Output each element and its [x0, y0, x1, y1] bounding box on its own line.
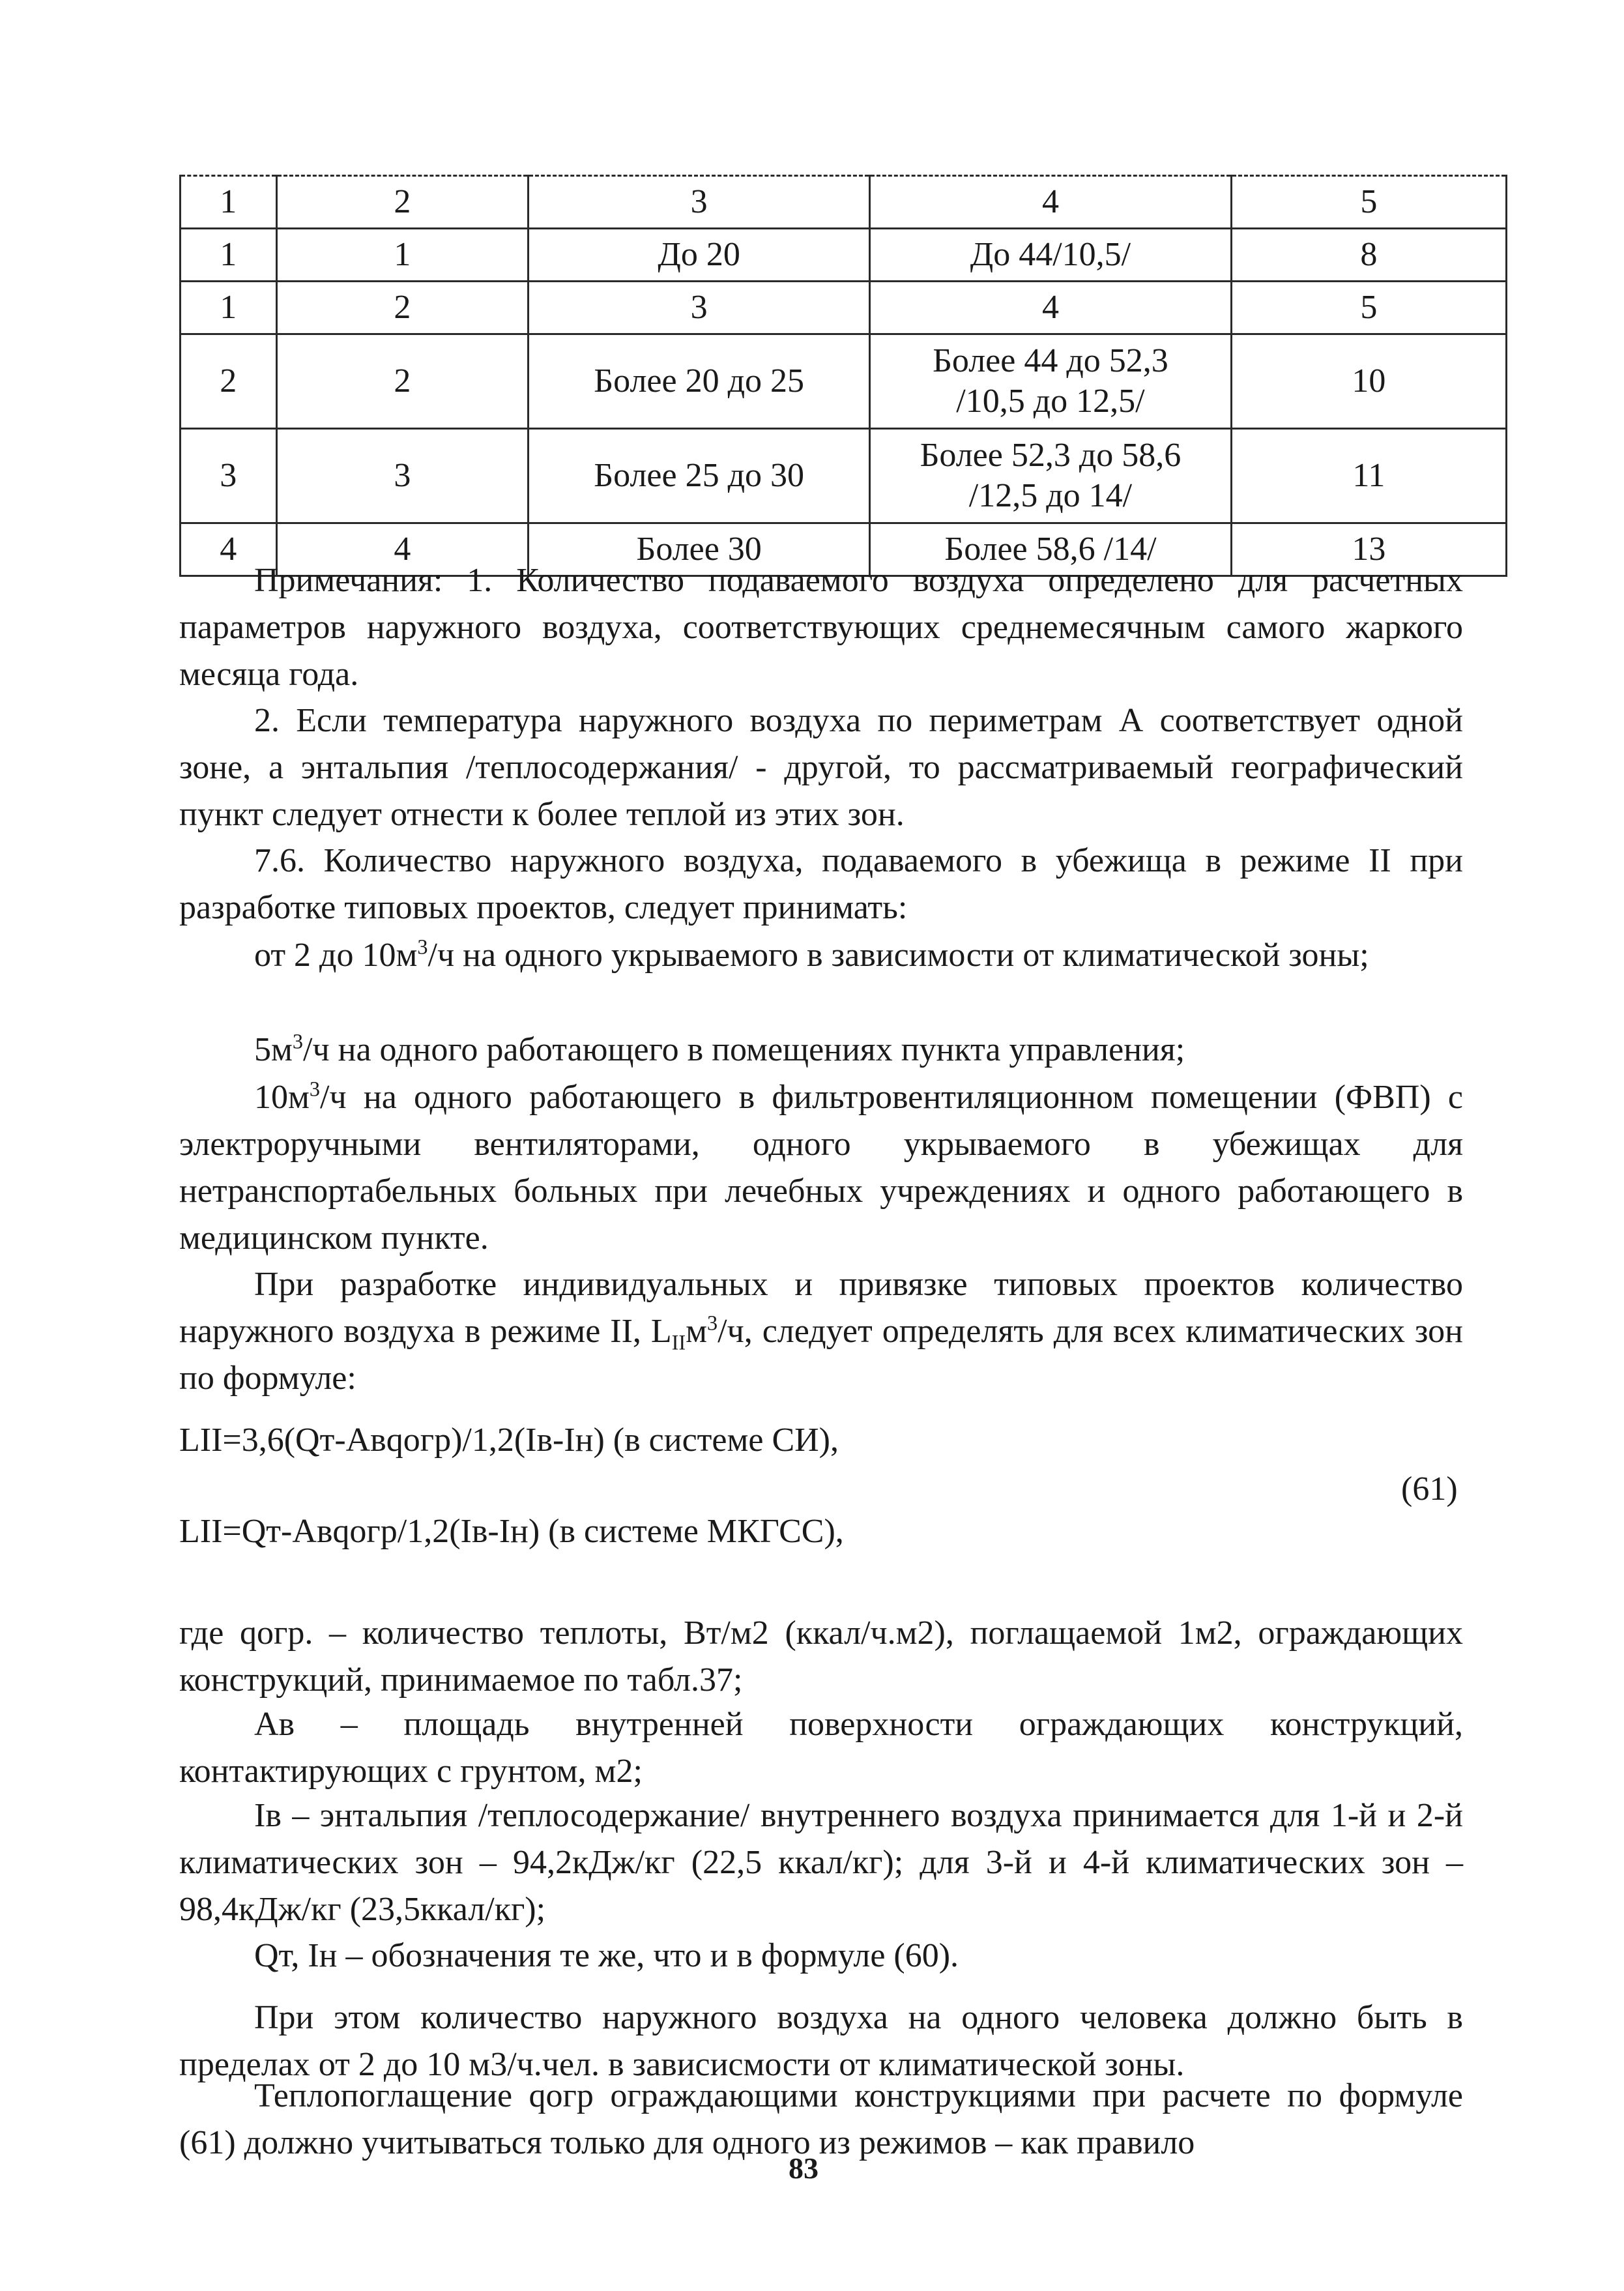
table-cell: Более 58,6 /14/	[870, 523, 1232, 576]
rate-filter-room-paragraph	[179, 1074, 1463, 1262]
rate-sheltered-paragraph	[179, 932, 1463, 979]
superscript: 3	[417, 935, 428, 959]
page-number: 83	[789, 2152, 819, 2185]
table-cell: 5	[1231, 176, 1506, 229]
cell-line: Более 52,3 до 58,6	[920, 437, 1182, 474]
cell-line: /10,5 до 12,5/	[956, 383, 1145, 420]
table-cell: 3	[529, 176, 870, 229]
section-7-6-intro: 7.6. Количество наружного воздуха, подаваемого в убежища в режиме II при разработке типовых проектов, следует принимать:	[179, 842, 1463, 926]
table-cell: 3	[529, 282, 870, 334]
table-cell: 1	[276, 229, 529, 282]
superscript: 3	[707, 1311, 718, 1335]
table-row	[181, 282, 1507, 334]
formula-si: LII=3,6(Qт-Авqогр)/1,2(Iв-Iн) (в системе СИ),	[179, 1422, 839, 1459]
table-row	[181, 334, 1507, 429]
cell-line: /12,5 до 14/	[968, 477, 1133, 514]
text-run: При разработке индивидуальных и привязке типовых проектов количество наружного воздуха в режиме II, L	[179, 1266, 1463, 1350]
text-run: м	[686, 1313, 708, 1350]
table-cell: 4	[870, 176, 1232, 229]
table-cell: 1	[181, 229, 277, 282]
text-run: 5м	[254, 1031, 293, 1068]
text-run: /ч на одного работающего в фильтровентиляционном помещении (ФВП) с электроручными вентиляторами, одного укрываемого в убежищах для нетранспортабельных больных при лечебных учреждениях и одного работающего в медицинском пункте.	[179, 1079, 1463, 1257]
table-cell: Более 25 до 30	[529, 429, 870, 523]
table-cell: 2	[276, 282, 529, 334]
formula-number: (61)	[1401, 1470, 1458, 1508]
text-run: /ч на одного работающего в помещениях пункта управления;	[303, 1031, 1185, 1068]
closing-paragraph-1: При этом количество наружного воздуха на одного человека должно быть в пределах от 2 до 10 м3/ч.чел. в зависисмости от климатической зоны.	[179, 1999, 1463, 2083]
table-cell: 13	[1231, 523, 1506, 576]
table-cell: 2	[276, 176, 529, 229]
table-cell: 11	[1231, 429, 1506, 523]
superscript: 3	[292, 1029, 304, 1053]
table-row	[181, 229, 1507, 282]
table-cell: 4	[181, 523, 277, 576]
table-cell: 1	[181, 176, 277, 229]
table-cell: 2	[181, 334, 277, 429]
table-cell: Более 20 до 25	[529, 334, 870, 429]
rate-control-point-paragraph	[179, 1027, 1463, 1073]
table-cell	[870, 334, 1232, 429]
table-cell: До 20	[529, 229, 870, 282]
closing-paragraph-2: Теплопоглащение qогр ограждающими конструкциями при расчете по формуле (61) должно учитываться только для одного из режимов – как правило	[179, 2077, 1463, 2161]
table-cell: 2	[276, 334, 529, 429]
table-cell: 8	[1231, 229, 1506, 282]
table-cell	[870, 429, 1232, 523]
table-cell: 4	[276, 523, 529, 576]
cell-line: Более 44 до 52,3	[933, 342, 1168, 379]
text-run: 10м	[254, 1079, 310, 1116]
superscript: 3	[309, 1077, 321, 1101]
individual-projects-paragraph	[179, 1261, 1463, 1402]
table-cell: 3	[276, 429, 529, 523]
table-cell: 10	[1231, 334, 1506, 429]
zones-table	[179, 175, 1507, 577]
note-2: 2. Если температура наружного воздуха по периметрам А соответствует одной зоне, а энтальпия /теплосодержания/ - другой, то рассматриваемый географический пункт следует отнести к более теплой из этих зон.	[179, 702, 1463, 833]
text-run: от 2 до 10м	[254, 937, 418, 974]
text-run: /ч, следует определять для всех климатических зон по формуле:	[179, 1313, 1463, 1397]
table-cell: Более 30	[529, 523, 870, 576]
formula-mkgss: LII=Qт-Авqогр/1,2(Iв-Iн) (в системе МКГСС),	[179, 1513, 844, 1550]
table-cell: До 44/10,5/	[870, 229, 1232, 282]
table-cell: 5	[1231, 282, 1506, 334]
definition-i: Iв – энтальпия /теплосодержание/ внутреннего воздуха принимается для 1-й и 2-й климатических зон – 94,2кДж/кг (22,5 ккал/кг); для 3-й и 4-й климатических зон – 98,4кДж/кг (23,5ккал/кг);	[179, 1797, 1463, 1928]
table-row	[181, 429, 1507, 523]
definition-a: Ав – площадь внутренней поверхности ограждающих конструкций, контактирующих с грунтом, м2;	[179, 1706, 1463, 1790]
definition-q: где qогр. – количество теплоты, Вт/м2 (ккал/ч.м2), поглащаемой 1м2, ограждающих конструкций, принимаемое по табл.37;	[179, 1614, 1463, 1699]
definition-q-i: Qт, Iн – обозначения те же, что и в формуле (60).	[254, 1937, 959, 1974]
table-header-row	[181, 176, 1507, 229]
subscript: II	[671, 1330, 686, 1354]
text-run: /ч на одного укрываемого в зависимости от климатической зоны;	[428, 937, 1369, 974]
note-1: Примечания: 1. Количество подаваемого воздуха определено для расчетных параметров наружного воздуха, соответствующих среднемесячным самого жаркого месяца года.	[179, 562, 1463, 693]
table-cell: 1	[181, 282, 277, 334]
table-cell: 4	[870, 282, 1232, 334]
table-cell: 3	[181, 429, 277, 523]
